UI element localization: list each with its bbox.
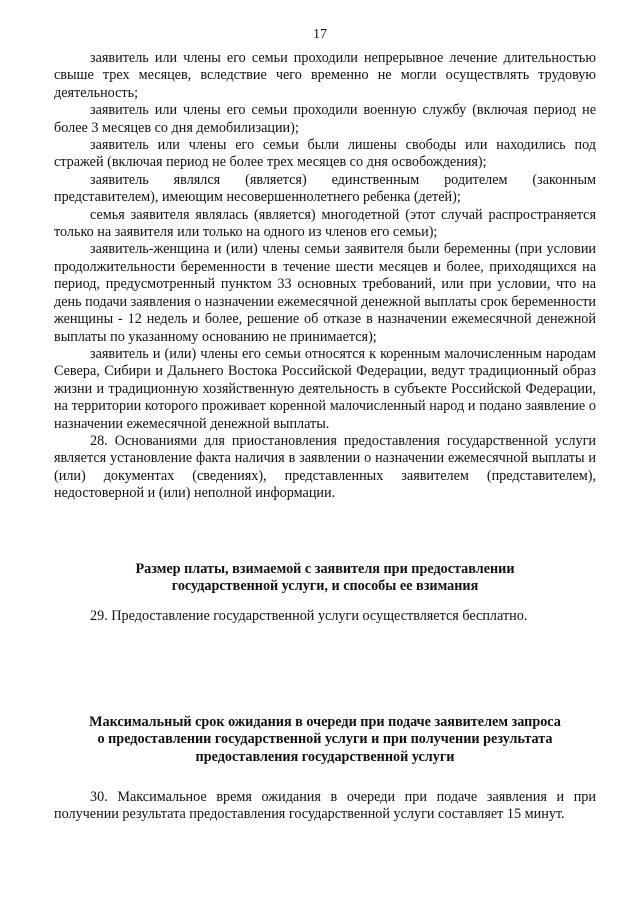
section-heading-waiting-time <box>54 714 596 766</box>
heading-fee-line-2: государственной услуги, и способы ее взимания <box>171 578 479 595</box>
section-heading-fee <box>54 561 596 596</box>
paragraph-pregnancy: заявитель-женщина и (или) члены семьи заявителя были беременны (при условии продолжительности беременности в течение шести месяцев и более, приходящихся на период, предусмотренный пунктом 33 основных требований, или при условии, что на день подачи заявления о назначении ежемесячной денежной выплаты срок беременности женщины - 12 недель и более, решение об отказе в назначении ежемесячной денежной выплаты по указанному основанию не принимается); <box>54 241 596 345</box>
heading-fee-line-1: Размер платы, взимаемой с заявителя при предоставлении <box>135 561 515 577</box>
heading-wait-line-1: Максимальный срок ожидания в очереди при подаче заявителем запроса <box>89 714 561 730</box>
paragraph-29-free-of-charge: 29. Предоставление государственной услуги осуществляется бесплатно. <box>90 608 528 624</box>
paragraph-single-parent: заявитель являлся (является) единственным родителем (законным представителем), имеющим несовершеннолетнего ребенка (детей); <box>54 171 596 206</box>
paragraph-imprisonment: заявитель или члены его семьи были лишены свободы или находились под стражей (включая период не более трех месяцев со дня освобождения); <box>54 137 596 171</box>
paragraph-large-family: семья заявителя являлась (является) многодетной (этот случай распространяется только на заявителя или только на одного из членов его семьи); <box>54 206 596 241</box>
paragraph-indigenous-peoples: заявитель и (или) члены его семьи относятся к коренным малочисленным народам Севера, Сибири и Дальнего Востока Российской Федерации, ведут традиционный образ жизни и традиционную хозяйственную деятельность в субъекте Российской Федерации, на территории которого проживает коренной малочисленный народ и подано заявление о назначении ежемесячной денежной выплаты. <box>54 345 596 432</box>
conditions-list <box>54 50 596 503</box>
paragraph-30-max-waiting-time: 30. Максимальное время ожидания в очереди при подаче заявления и при получении результата предоставления государственной услуги составляет 15 минут. <box>54 789 596 823</box>
page-number: 17 <box>313 27 327 42</box>
heading-wait-line-2: о предоставлении государственной услуги и при получении результата <box>97 731 553 748</box>
paragraph-long-treatment: заявитель или члены его семьи проходили непрерывное лечение длительностью свыше трех месяцев, вследствие чего временно не могли осуществлять трудовую деятельность; <box>54 50 596 101</box>
paragraph-military-service: заявитель или члены его семьи проходили военную службу (включая период не более 3 месяцев со дня демобилизации); <box>54 102 596 136</box>
heading-wait-line-3: предоставления государственной услуги <box>195 748 455 765</box>
paragraph-28-suspension: 28. Основаниями для приостановления предоставления государственной услуги является установление факта наличия в заявлении о назначении ежемесячной выплаты и (или) документах (сведениях), представленных заявителем (представителем), недостоверной и (или) неполной информации. <box>54 432 596 502</box>
